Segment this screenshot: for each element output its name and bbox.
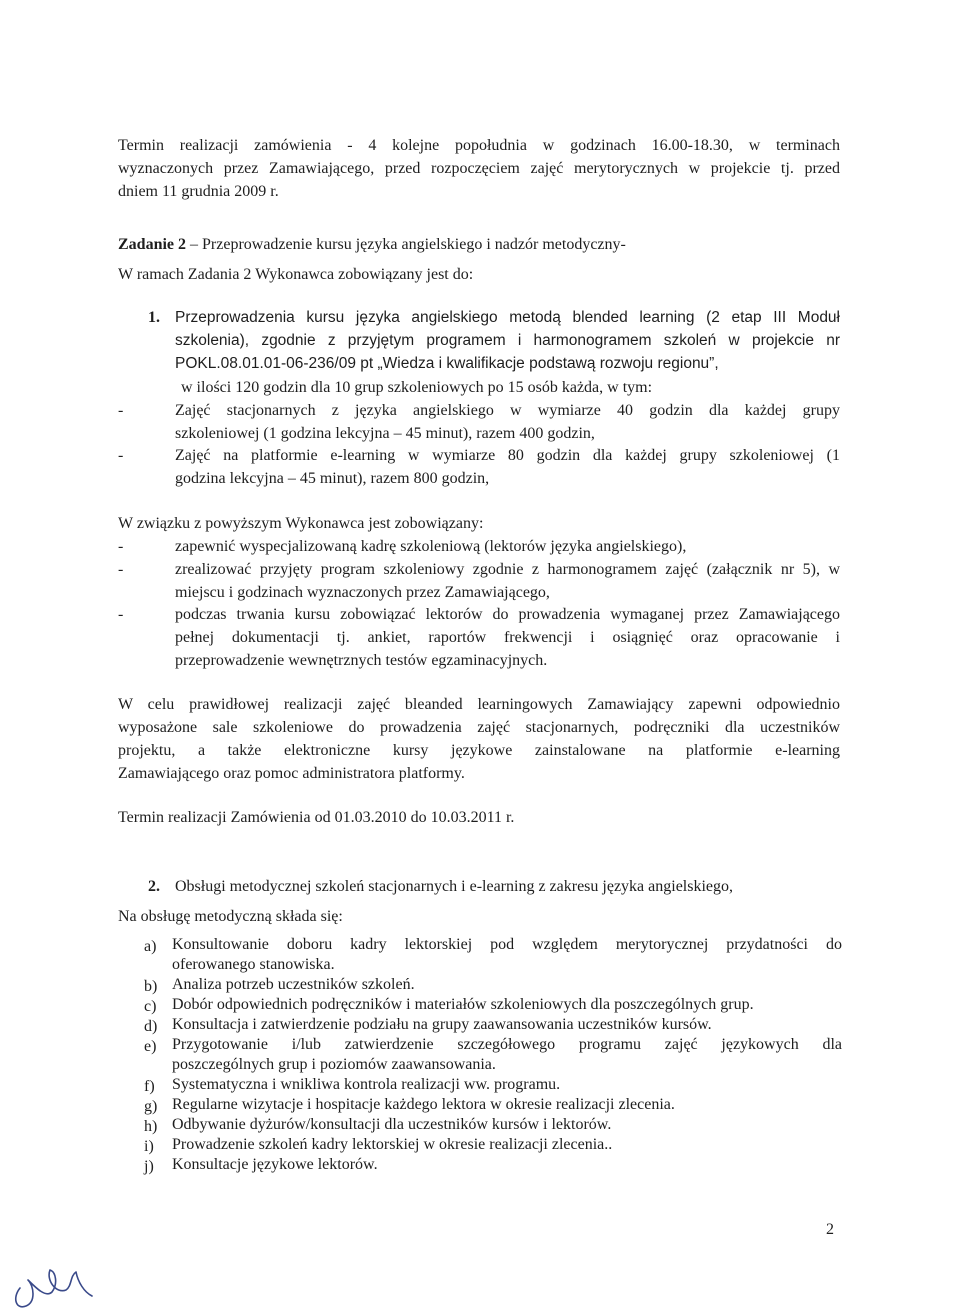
text-line: Zamawiającego oraz pomoc administratora platformy. — [118, 765, 465, 782]
text-line: zapewnić wyspecjalizowaną kadrę szkoleniową (lektorów języka angielskiego), — [175, 538, 687, 555]
list-item — [172, 935, 842, 975]
dash-item — [175, 603, 840, 672]
item-label: e) — [144, 1038, 157, 1055]
text-line: przeprowadzenie wewnętrznych testów egzaminacyjnych. — [175, 652, 548, 669]
page-number: 2 — [826, 1221, 834, 1238]
dash-bullet: - — [118, 561, 124, 578]
w-ramach-text: W ramach Zadania 2 Wykonawca zobowiązany jest do: — [118, 266, 474, 283]
item1-number: 1. — [148, 309, 160, 326]
item-label: g) — [144, 1098, 158, 1115]
dash-item — [175, 558, 840, 604]
text-line: oferowanego stanowiska. — [172, 956, 335, 973]
list-item: Regularne wizytacje i hospitacje każdego lektora w okresie realizacji zlecenia. — [172, 1096, 675, 1113]
text-line: wyznaczonych przez Zamawiającego, przed rozpoczęciem zajęć merytorycznych w projekcie tj. przed — [118, 160, 840, 177]
text-line: poszczególnych grup i poziomów zaawansowania. — [172, 1056, 496, 1073]
zadanie-heading — [118, 233, 626, 256]
item-label: b) — [144, 978, 158, 995]
dash-item — [175, 399, 840, 445]
zadanie-label: Zadanie 2 — [118, 236, 187, 253]
handwritten-signature-icon — [6, 1258, 98, 1314]
list-item — [172, 1035, 842, 1075]
list-item: Konsultacje językowe lektorów. — [172, 1156, 378, 1173]
text-line: szkolenia), zgodnie z przyjętym programem i harmonogramem szkoleń w projekcie nr — [175, 332, 840, 349]
text-line: zrealizować przyjęty program szkoleniowy zgodnie z harmonogramem zajęć (załącznik nr 5), w — [175, 561, 840, 578]
text-line: podczas trwania kursu zobowiązać lektorów do prowadzenia wymaganej przez Zamawiającego — [175, 606, 840, 623]
text-line: Konsultowanie doboru kadry lektorskiej pod względem merytorycznej przydatności do — [172, 936, 842, 953]
item-label: i) — [144, 1138, 154, 1155]
text-line: Zajęć na platformie e-learning w wymiarze 80 godzin dla każdej grupy szkoleniowej (1 — [175, 447, 840, 464]
text-line: Termin realizacji zamówienia - 4 kolejne popołudnia w godzinach 16.00-18.30, w terminach — [118, 137, 840, 154]
paragraph-termin — [118, 134, 840, 203]
text-line: Przygotowanie i/lub zatwierdzenie szczegółowego programu zajęć językowych dla — [172, 1036, 842, 1053]
dash-bullet: - — [118, 606, 124, 623]
item2-text: Obsługi metodycznej szkoleń stacjonarnych i e-learning z zakresu języka angielskiego, — [175, 878, 734, 895]
item-label: f) — [144, 1078, 155, 1095]
w-zwiazku-text: W związku z powyższym Wykonawca jest zobowiązany: — [118, 515, 484, 532]
item-label: h) — [144, 1118, 158, 1135]
dash-bullet: - — [118, 402, 124, 419]
text-line: projektu, a także elektroniczne kursy językowe zainstalowane na platformie e-learning — [118, 742, 840, 759]
paragraph-w-celu — [118, 693, 840, 785]
item1-text-last: w ilości 120 godzin dla 10 grup szkoleniowych po 15 osób każda, w tym: — [181, 379, 653, 396]
dash-bullet: - — [118, 538, 124, 555]
na-obsluge-text: Na obsługę metodyczną składa się: — [118, 908, 343, 925]
list-item: Prowadzenie szkoleń kadry lektorskiej w okresie realizacji zlecenia.. — [172, 1136, 613, 1153]
text-line: POKL.08.01.01-06-236/09 pt „Wiedza i kwalifikacje podstawą rozwoju regionu”, — [175, 355, 719, 372]
text-line: pełnej dokumentacji tj. ankiet, raportów frekwencji i osiągnięć oraz opracowanie i — [175, 629, 840, 646]
item-label: a) — [144, 938, 157, 955]
list-item: Dobór odpowiednich podręczników i materiałów szkoleniowych dla poszczególnych grup. — [172, 996, 754, 1013]
text-line: szkoleniowej (1 godzina lekcyjna – 45 minut), razem 400 godzin, — [175, 425, 595, 442]
item-label: d) — [144, 1018, 158, 1035]
text-line: Zajęć stacjonarnych z języka angielskiego w wymiarze 40 godzin dla każdej grupy — [175, 402, 840, 419]
item2-number: 2. — [148, 878, 160, 895]
zadanie-text: – Przeprowadzenie kursu języka angielskiego i nadzór metodyczny- — [186, 236, 626, 253]
text-line: Przeprowadzenia kursu języka angielskiego metodą blended learning (2 etap III Moduł — [175, 309, 840, 326]
text-line: wyposażone sale szkoleniowe do prowadzenia zajęć stacjonarnych, podręczniki dla uczestników — [118, 719, 840, 736]
dash-bullet: - — [118, 447, 124, 464]
text-line: dniem 11 grudnia 2009 r. — [118, 183, 279, 200]
dash-item — [175, 444, 840, 490]
list-item: Konsultacja i zatwierdzenie podziału na grupy zaawansowania uczestników kursów. — [172, 1016, 712, 1033]
text-line: miejscu i godzinach wyznaczonych przez Zamawiającego, — [175, 584, 550, 601]
dash-item — [175, 535, 840, 558]
text-line: W celu prawidłowej realizacji zajęć bleanded learningowych Zamawiający zapewni odpowiednio — [118, 696, 840, 713]
item1-text — [175, 306, 840, 375]
list-item: Odbywanie dyżurów/konsultacji dla uczestników kursów i lektorów. — [172, 1116, 612, 1133]
list-item: Analiza potrzeb uczestników szkoleń. — [172, 976, 415, 993]
text-line: godzina lekcyjna – 45 minut), razem 800 godzin, — [175, 470, 490, 487]
item-label: j) — [144, 1158, 154, 1175]
termin-realizacji-text: Termin realizacji Zamówienia od 01.03.2010 do 10.03.2011 r. — [118, 809, 515, 826]
item-label: c) — [144, 998, 157, 1015]
list-item: Systematyczna i wnikliwa kontrola realizacji ww. programu. — [172, 1076, 561, 1093]
